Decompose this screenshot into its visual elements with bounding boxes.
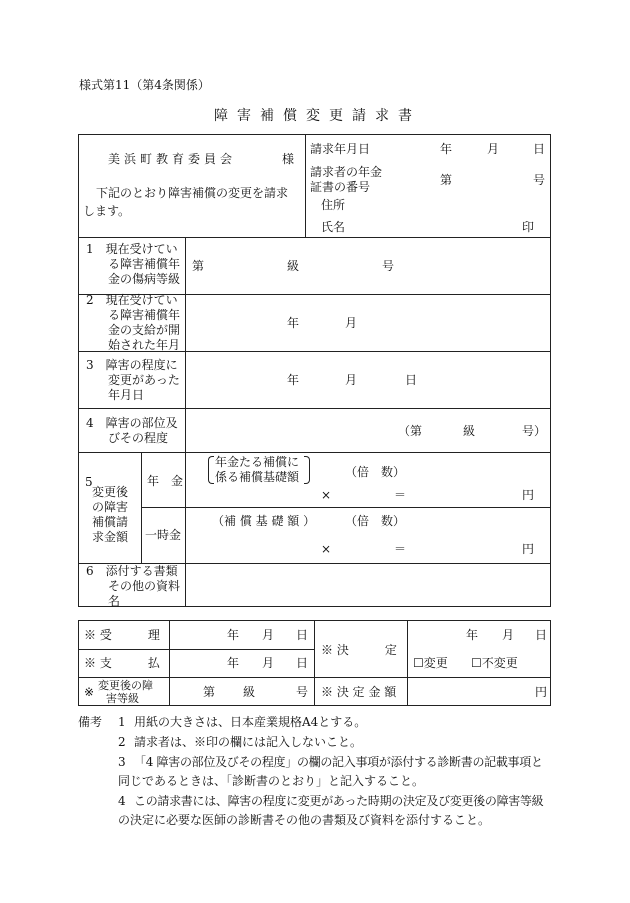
note-1: 用紙の大きさは、日本産業規格A4とする。 (134, 715, 367, 729)
page-title: 障害補償変更請求書 (214, 108, 421, 124)
row1-label: 1 現在受けてい る障害補償年 金の傷病等級 (86, 242, 181, 286)
addressee: 美浜町教育委員会 (108, 152, 237, 166)
grade-dai: 第 (203, 685, 216, 699)
pension-basis-label: 年金たる補償に 係る補償基礎額 (215, 455, 300, 484)
divider (78, 408, 551, 409)
row2-year[interactable]: 年 (287, 316, 300, 330)
pension-multiplier-label: （倍 数） (345, 465, 406, 479)
decided-amount-yen: 円 (535, 685, 548, 699)
receipt-year: 年 (227, 628, 240, 642)
divider (78, 452, 551, 453)
row4-dai[interactable]: （第 (398, 424, 423, 438)
payment-month: 月 (262, 656, 275, 670)
lump-multiplier-label: （倍 数） (345, 514, 406, 528)
equals-sign: ＝ (394, 488, 407, 502)
request-statement-end: します。 (83, 204, 131, 218)
payment-year: 年 (227, 656, 240, 670)
divider (141, 452, 142, 563)
brace-left (208, 456, 214, 484)
pension-label: 年 金 (147, 474, 184, 488)
row4-kyu[interactable]: 級 (463, 424, 476, 438)
decision-day: 日 (535, 628, 548, 642)
note-number: 2 (118, 735, 126, 749)
row1-dai[interactable]: 第 (192, 259, 205, 273)
decision-year: 年 (466, 628, 479, 642)
cert-number-dai[interactable]: 第 (440, 173, 453, 187)
address-label: 住所 (321, 198, 346, 212)
row2-month[interactable]: 月 (345, 316, 358, 330)
row3-day[interactable]: 日 (405, 373, 418, 387)
row3-year[interactable]: 年 (287, 373, 300, 387)
row4-label: 4 障害の部位及 びその程度 (86, 416, 178, 445)
payment-label: ※ 支 払 (84, 656, 160, 670)
grade-kyu: 級 (243, 685, 256, 699)
receipt-month: 月 (262, 628, 275, 642)
times-sign: × (321, 542, 332, 556)
divider (78, 237, 551, 238)
divider (314, 620, 315, 706)
row3-label: 3 障害の程度に 変更があった 年月日 (86, 358, 180, 402)
note-4-continued: の決定に必要な医師の診断書その他の書類及び資料を添付すること。 (118, 813, 491, 827)
decision-label: ※ 決 定 (321, 643, 397, 657)
request-day[interactable]: 日 (533, 142, 546, 156)
row5-number: 5 (85, 475, 93, 489)
divider (407, 620, 408, 706)
form-number: 様式第11（第4条関係） (79, 78, 210, 92)
note-number: 4 (118, 794, 126, 808)
no-change-checkbox[interactable]: ☐不変更 (471, 656, 518, 670)
payment-day: 日 (296, 656, 309, 670)
addressee-suffix: 様 (282, 152, 295, 166)
note-number: 1 (118, 715, 126, 729)
note-3-continued: 同じであるときは、「診断書のとおり」と記入すること。 (118, 774, 425, 788)
receipt-label: ※ 受 理 (84, 628, 160, 642)
grade-go: 号 (296, 685, 309, 699)
row5-label: 変更後 の障害 補償請 求金額 (92, 485, 129, 544)
request-statement: 下記のとおり障害補償の変更を請求 (96, 186, 289, 200)
request-year[interactable]: 年 (440, 142, 453, 156)
row1-kyu[interactable]: 級 (287, 259, 300, 273)
divider (78, 649, 314, 650)
row4-go[interactable]: 号） (522, 424, 547, 438)
seal-mark: 印 (522, 220, 535, 234)
row6-label: 6 添付する書類 その他の資料 名 (86, 564, 181, 608)
request-date-label: 請求年月日 (310, 142, 371, 156)
row3-month[interactable]: 月 (345, 373, 358, 387)
notes-heading: 備考 (78, 715, 103, 729)
cert-number-go[interactable]: 号 (533, 173, 546, 187)
lump-basis-label: （補 償 基 礎 額 ） (212, 514, 316, 528)
decided-amount-label: ※ 決 定 金 額 (321, 685, 397, 699)
kome-mark: ※ (84, 685, 95, 699)
lump-yen[interactable]: 円 (522, 542, 535, 556)
note-number: 3 (118, 755, 126, 769)
divider (305, 134, 306, 237)
divider (185, 237, 186, 607)
times-sign: × (321, 488, 332, 502)
cert-number-label-2: 証書の番号 (310, 180, 371, 194)
pension-yen[interactable]: 円 (522, 488, 535, 502)
row2-label: 2 現在受けてい る障害補償年 金の支給が開 始された年月 (86, 293, 181, 352)
note-3: 「4 障害の部位及びその程度」の欄の記入事項が添付する診断書の記載事項と (134, 755, 543, 769)
new-grade-label: 変更後の障 害等級 (98, 679, 153, 705)
divider (169, 620, 170, 706)
lump-sum-label: 一時金 (145, 528, 182, 542)
divider (141, 507, 551, 508)
brace-right (304, 456, 310, 484)
receipt-day: 日 (296, 628, 309, 642)
cert-number-label: 請求者の年金 (310, 165, 383, 179)
note-4: この請求書には、障害の程度に変更があった時期の決定及び変更後の障害等級 (134, 794, 544, 808)
equals-sign: ＝ (394, 542, 407, 556)
note-2: 請求者は、※印の欄には記入しないこと。 (134, 735, 363, 749)
decision-month: 月 (502, 628, 515, 642)
row1-go[interactable]: 号 (382, 259, 395, 273)
change-checkbox[interactable]: ☐変更 (413, 656, 448, 670)
name-label: 氏名 (321, 220, 346, 234)
request-month[interactable]: 月 (487, 142, 500, 156)
